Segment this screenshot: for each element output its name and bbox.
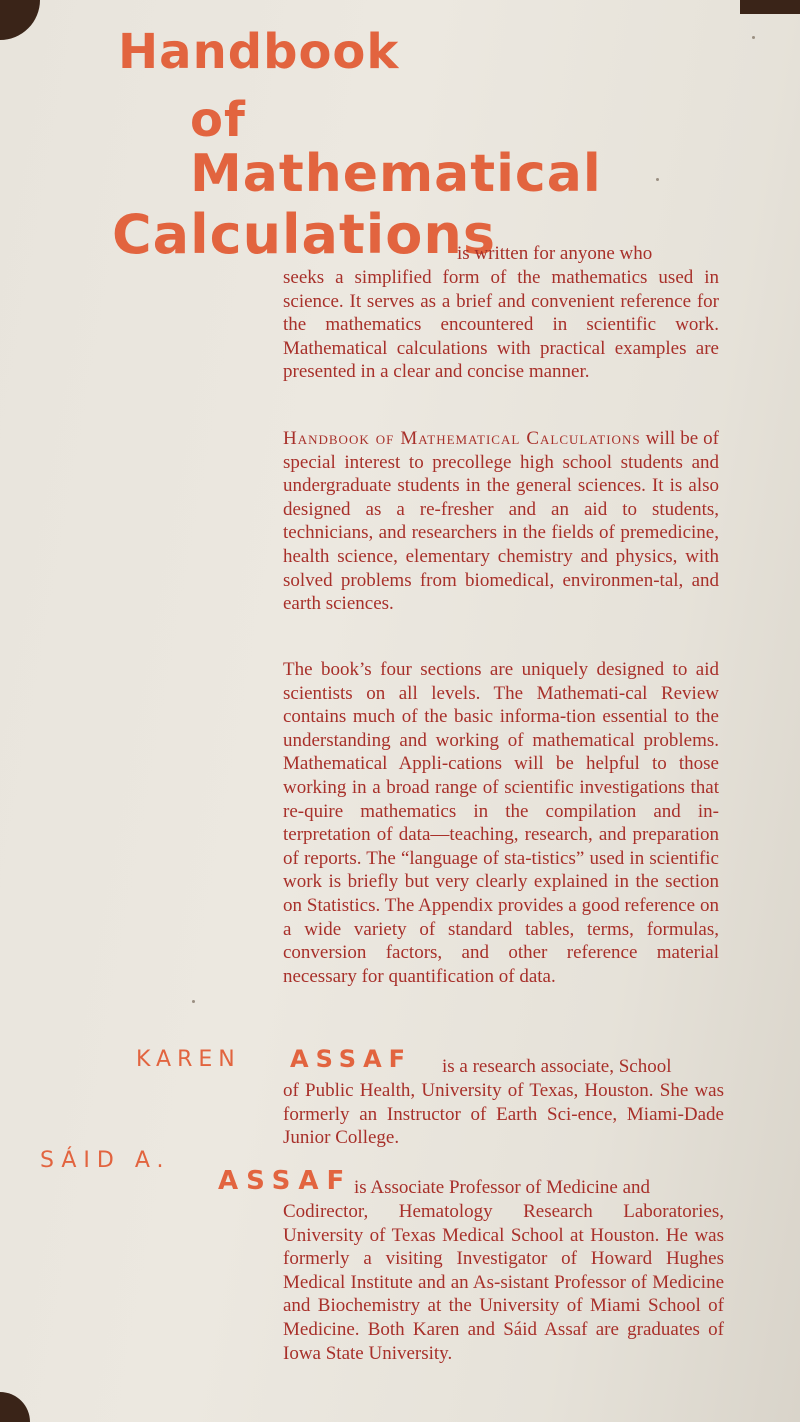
book-title-smallcaps: Handbook of Mathematical Calculations [283, 428, 641, 449]
intro-paragraph: seeks a simplified form of the mathematics used in science. It serves as a brief and convenient reference for the mathematics encountered in scientific work. Mathematical calculations with practical examples are presented in a clear and concise manner. [283, 267, 719, 383]
title-line-3: Mathematical [190, 144, 602, 204]
author-karen-first-name: KAREN [136, 1047, 241, 1072]
audience-paragraph-text: will be of special interest to precollege high school students and undergraduate students in the general sciences. It is also designed as a re-fresher and an aid to students, technicians, and researchers in the fields of premedicine, health science, elementary chemistry and physics, with solved problems from biomedical, environmen-tal, and earth sciences. [283, 428, 720, 615]
title-line-4: Calculations [112, 203, 496, 266]
intro-first-line: is written for anyone who [457, 243, 653, 264]
author-karen-last-name: ASSAF [290, 1045, 413, 1073]
audience-paragraph [283, 427, 719, 616]
sections-paragraph: The book’s four sections are uniquely designed to aid scientists on all levels. The Mathemati-cal Review contains much of the basic informa-tion essential to the understanding and working of mathematical problems. Mathematical Appli-cations will be helpful to those working in a broad range of scientific investigations that re-quire mathematics in the compilation and in-terpretation of data—teaching, research, and preparation of reports. The “language of sta-tistics” used in scientific work is briefly but very clearly explained in the section on Statistics. The Appendix provides a good reference on a wide variety of standard tables, terms, formulas, conversion factors, and other reference material necessary for quantification of data. [283, 659, 719, 987]
author-said-bio: Codirector, Hematology Research Laboratories, University of Texas Medical School at Houston. He was formerly a visiting Investigator of Howard Hughes Medical Institute and an As-sistant Professor of Medicine and Biochemistry at the University of Miami School of Medicine. Both Karen and Sáid Assaf are graduates of Iowa State University. [283, 1201, 724, 1364]
author-said-first-name: SÁID A. [40, 1148, 171, 1173]
author-said-bio-first-line: is Associate Professor of Medicine and [354, 1177, 651, 1198]
paper-speck [752, 36, 755, 39]
author-karen-bio: of Public Health, University of Texas, Houston. She was formerly an Instructor of Earth Sci-ence, Miami-Dade Junior College. [283, 1080, 724, 1149]
paper-speck [192, 1000, 195, 1003]
paper-speck [656, 178, 659, 181]
title-line-2: of [190, 92, 246, 148]
title-line-1: Handbook [118, 24, 400, 80]
page-corner-shadow [0, 1392, 30, 1422]
author-karen-bio-first-line: is a research associate, School [442, 1056, 672, 1077]
author-said-last-name: ASSAF [218, 1166, 353, 1196]
page-corner-shadow [0, 0, 40, 40]
page-corner-shadow [740, 0, 800, 14]
